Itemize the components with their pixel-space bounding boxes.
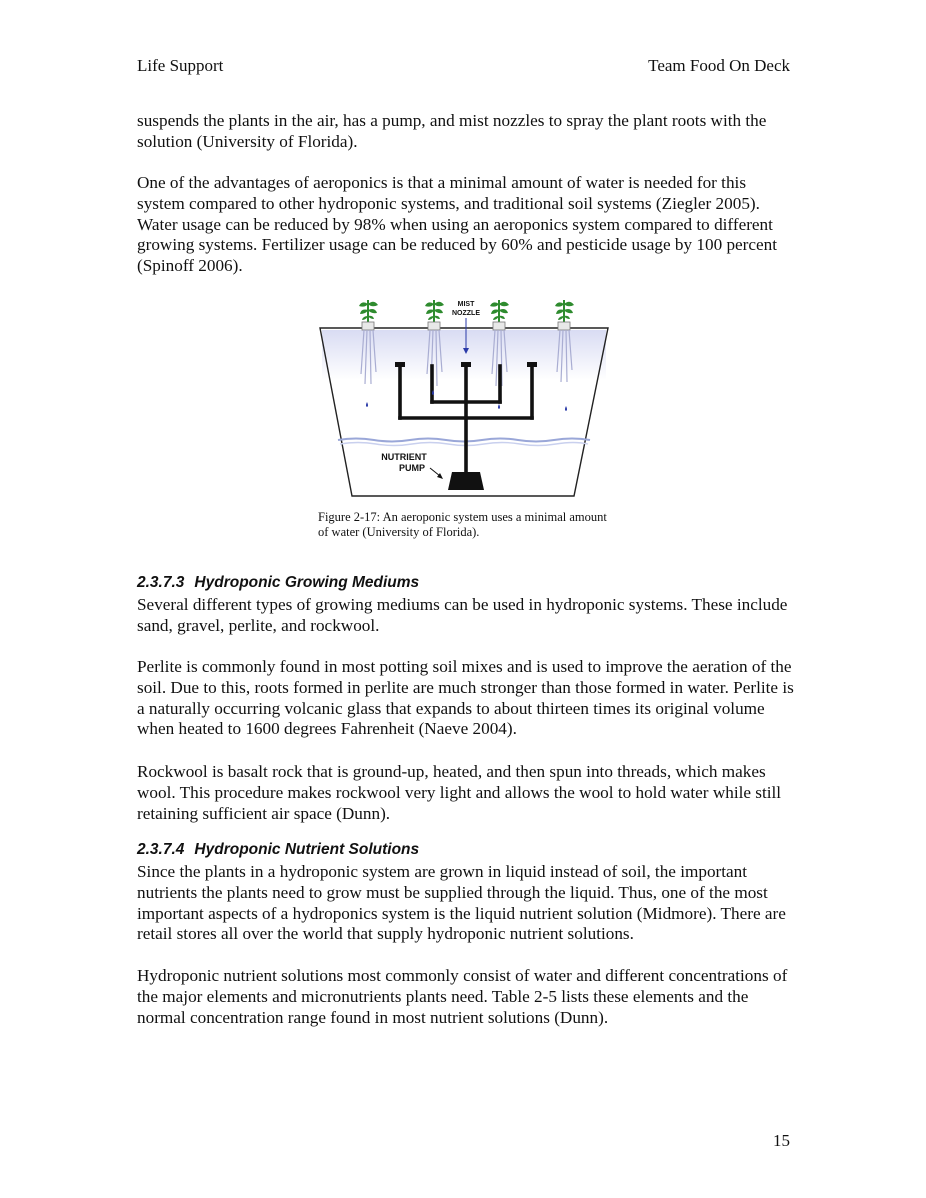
paragraph-aeroponics-advantages: One of the advantages of aeroponics is that a minimal amount of water is needed for this system compared to other hydroponic systems, and traditional soil systems (Ziegler 2005). Water usage can be reduced by 98% when using an aeroponics system compared to different growing systems. Fertilizer usage can be reduced by 60% and pesticide usage by 100 percent (Spinoff 2006). bbox=[137, 173, 778, 276]
section-number: 2.3.7.4 bbox=[137, 841, 185, 858]
paragraph-rockwool: Rockwool is basalt rock that is ground-up, heated, and then spun into threads, which makes wool. This procedure makes rockwool very light and allows the wool to hold water while still retaining sufficient air space (Dunn). bbox=[137, 762, 782, 823]
running-header-right: Team Food On Deck bbox=[648, 56, 790, 75]
section-heading-growing-mediums bbox=[137, 573, 419, 593]
water-surface-lower bbox=[340, 443, 588, 446]
mist-label-line2: NOZZLE bbox=[452, 310, 480, 317]
figure-caption: Figure 2-17: An aeroponic system uses a minimal amount of water (University of Florida). bbox=[318, 510, 607, 539]
section-title: Hydroponic Nutrient Solutions bbox=[194, 841, 420, 858]
pump-pointer bbox=[430, 468, 440, 476]
running-header-left: Life Support bbox=[137, 56, 224, 75]
paragraph-aeroponics-intro: suspends the plants in the air, has a pump, and mist nozzles to spray the plant roots with the solution (University of Florida). bbox=[137, 111, 767, 151]
paragraph-nutrient-composition: Hydroponic nutrient solutions most commonly consist of water and different concentrations of the major elements and micronutrients plants need. Table 2-5 lists these elements and the normal concentration range found in most nutrient solutions (Dunn). bbox=[137, 966, 788, 1027]
paragraph-growing-mediums: Several different types of growing mediums can be used in hydroponic systems. These include sand, gravel, perlite, and rockwool. bbox=[137, 595, 788, 635]
water-surface bbox=[338, 439, 590, 442]
mist-haze bbox=[322, 330, 606, 380]
paragraph-nutrient-intro: Since the plants in a hydroponic system are grown in liquid instead of soil, the important nutrients the plants need to grow must be supplied through the liquid. Thus, one of the most important aspects of a hydroponics system is the liquid nutrient solution (Midmore). There are retail stores all over the world that supply hydroponic nutrient solutions. bbox=[137, 862, 786, 944]
pump-label-line2: PUMP bbox=[398, 463, 426, 473]
pump-label-line1: NUTRIENT bbox=[381, 452, 427, 462]
section-title: Hydroponic Growing Mediums bbox=[194, 574, 420, 591]
mist-label-line1: MIST bbox=[457, 301, 475, 308]
nutrient-pump bbox=[448, 472, 484, 490]
paragraph-perlite: Perlite is commonly found in most potting soil mixes and is used to improve the aeration of the soil. Due to this, roots formed in perlite are much stronger than those formed in water. Perlite is a naturally occurring volcanic glass that expands to about thirteen times its original volume when heated to 1600 degrees Fahrenheit (Naeve 2004). bbox=[137, 657, 794, 739]
section-heading-nutrient-solutions bbox=[137, 840, 419, 860]
aeroponic-system-figure bbox=[316, 294, 612, 504]
page-number: 15 bbox=[773, 1131, 790, 1150]
section-number: 2.3.7.3 bbox=[137, 574, 185, 591]
